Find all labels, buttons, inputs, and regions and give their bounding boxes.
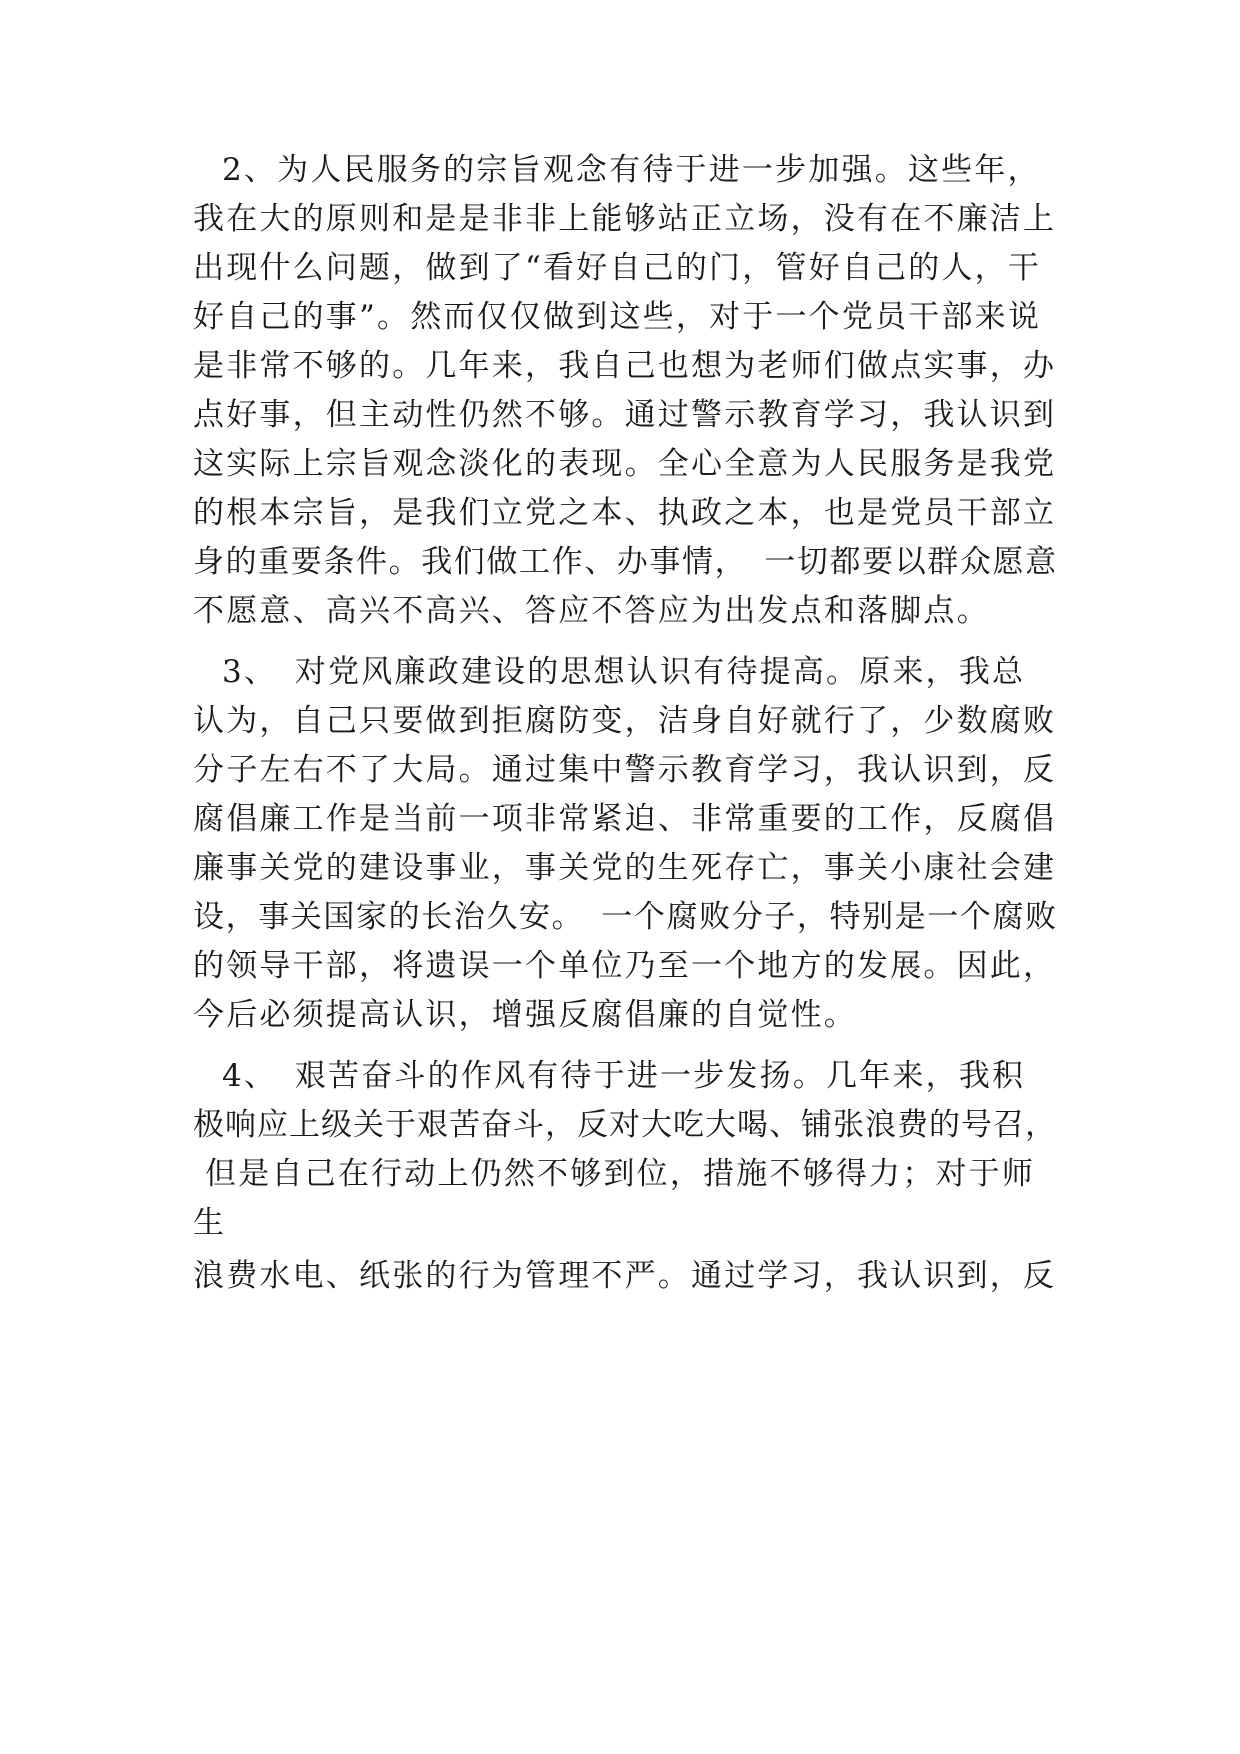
text-line: 好自己的事”。然而仅仅做到这些，对于一个党员干部来说 [193,299,1042,335]
text-line: 生 [193,1205,227,1241]
text-line: 3、 对党风廉政建设的思想认识有待提高。原来，我总 [222,654,1026,690]
text-line: 今后必须提高认识，增强反腐倡廉的自觉性。 [193,997,857,1033]
text-line: 认为，自己只要做到拒腐防变，洁身自好就行了，少数腐败 [193,703,1057,739]
text-line: 点好事，但主动性仍然不够。通过警示教育学习，我认识到 [193,397,1057,433]
text-line: 设，事关国家的长治久安。 一个腐败分子，特别是一个腐败 [193,899,1058,935]
text-line: 身的重要条件。我们做工作、办事情， 一切都要以群众愿意 [193,544,1058,580]
text-line: 不愿意、高兴不高兴、答应不答应为出发点和落脚点。 [193,593,990,629]
text-line: 廉事关党的建设事业，事关党的生死存亡，事关小康社会建 [193,850,1057,886]
text-line: 这实际上宗旨观念淡化的表现。全心全意为人民服务是我党 [193,446,1057,482]
text-line: 分子左右不了大局。通过集中警示教育学习，我认识到，反 [193,752,1057,788]
text-line: 极响应上级关于艰苦奋斗，反对大吃大喝、铺张浪费的号召， [193,1107,1057,1143]
text-line: 浪费水电、纸张的行为管理不严。通过学习，我认识到，反 [193,1258,1057,1294]
text-line: 是非常不够的。几年来，我自己也想为老师们做点实事，办 [193,348,1057,384]
text-line: 我在大的原则和是是非非上能够站正立场，没有在不廉洁上 [193,201,1057,237]
text-line: 腐倡廉工作是当前一项非常紧迫、非常重要的工作，反腐倡 [193,801,1057,837]
text-line: 的根本宗旨，是我们立党之本、执政之本，也是党员干部立 [193,495,1057,531]
text-line: 2、为人民服务的宗旨观念有待于进一步加强。这些年， [222,152,1041,188]
text-line: 的领导干部，将遗误一个单位乃至一个地方的发展。因此， [193,948,1057,984]
text-line: 但是自己在行动上仍然不够到位，措施不够得力；对于师 [193,1156,1036,1192]
text-line: 出现什么问题，做到了“看好自己的门，管好自己的人，干 [193,250,1042,286]
text-line: 4、 艰苦奋斗的作风有待于进一步发扬。几年来，我积 [222,1058,1026,1094]
